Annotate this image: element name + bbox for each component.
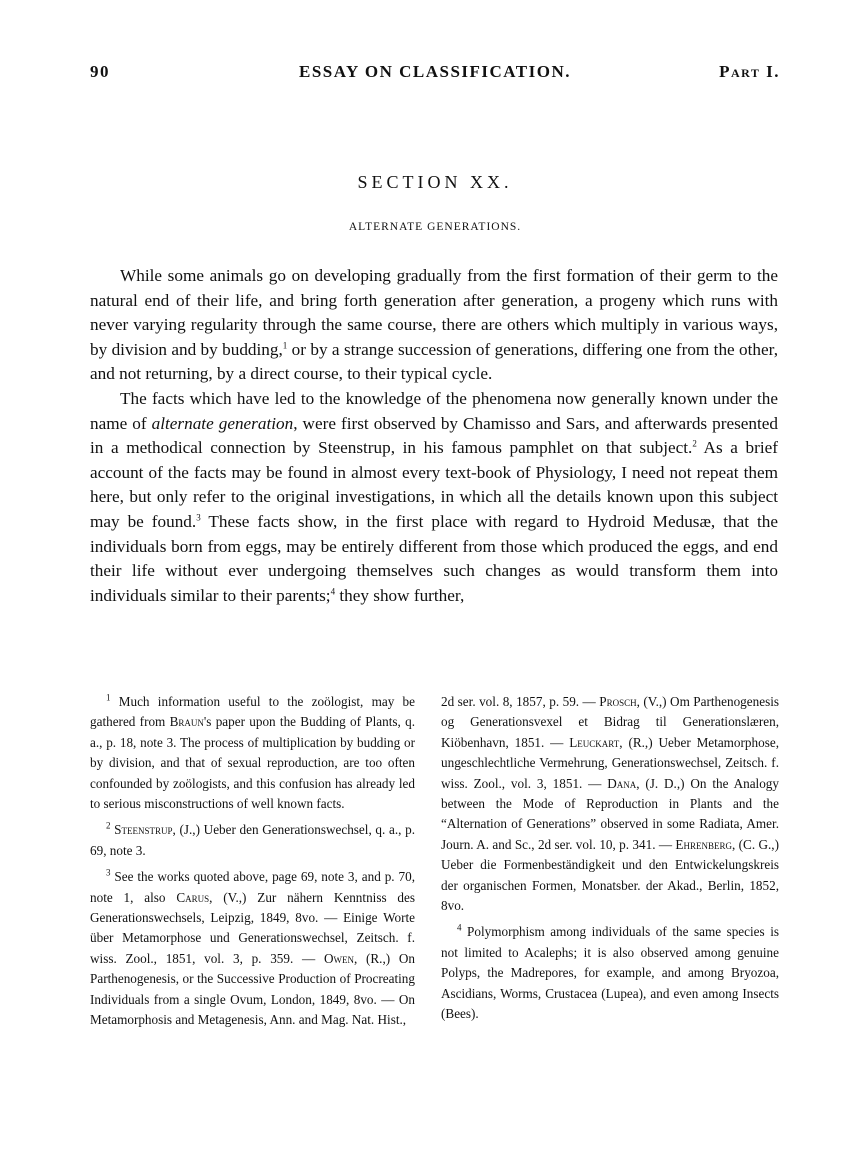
body-text: [90, 264, 778, 608]
footnote-1-mark: 1: [106, 692, 111, 703]
footnote-3-r-text-a: 2d ser. vol. 8, 1857, p. 59. —: [441, 694, 600, 709]
section-title: SECTION XX.: [357, 172, 513, 192]
footnote-3-ehrenberg: Ehrenberg: [675, 836, 732, 852]
alternate-generation-term: alternate generation: [151, 413, 294, 433]
part-label: Part I.: [719, 62, 780, 81]
footnote-3: [90, 867, 415, 1030]
section-subtitle: ALTERNATE GENERATIONS.: [348, 221, 522, 233]
footnote-3-text-b: , (V.,) Zur nähern Kenntniss des Generationswechsels, Leipzig, 1849, 8vo. — Einige Worte über Metamorphose und Generationswechsel, Zeitsch. f. wiss. Zool., 1851, vol. 3, p. 359. —: [90, 889, 415, 966]
footnote-ref-1: 1: [282, 340, 288, 351]
p2-text-c: As a brief account of the facts may be found in almost every text-book of Physiology, I need not repeat them here, but only refer to the original investigations, in which all the details known upon this subject may be found.: [90, 438, 778, 531]
footnote-2-mark: 2: [106, 821, 111, 832]
footnote-3-carus: Carus: [176, 889, 210, 905]
footnote-3-r-text-c: , (R.,) Ueber Metamorphose, ungeschlechtliche Vermehrung, Generationswechsel, Zeitsch. f. wiss. Zool., vol. 3, 1851. —: [441, 734, 779, 791]
footnote-2: [90, 820, 415, 861]
footnote-ref-4: 4: [330, 585, 336, 596]
footnote-4-text: Polymorphism among individuals of the same species is not limited to Acalephs; it is also observed among genuine Polyps, the Madrepores, for example, and among Bryozoa, Ascidians, Worms, Crustacea (Lupea), and even among Insects (Bees).: [441, 924, 779, 1022]
footnote-3-r-text-d: , (J. D.,) On the Analogy between the Mode of Reproduction in Plants and the “Alternation of Generations” observed in some Radiata, Amer. Journ. A. and Sc., 2d ser. vol. 10, p. 341. —: [441, 775, 779, 852]
footnote-3-r-text-e: , (C. G.,) Ueber die Formenbeständigkeit und den Entwickelungskreis der organischen Formen, Monatsber. der Akad., Berlin, 1852, 8vo.: [441, 836, 779, 914]
footnote-3-r-text-b: , (V.,) Om Parthenogenesis og Generationsvexel et Bidrag til Generationslæren, Kiöbenhavn, 1851. —: [441, 694, 780, 750]
footnote-3-text-a: See the works quoted above, page 69, note 3, and p. 70, note 1, also: [90, 869, 415, 905]
footnote-ref-2: 2: [692, 438, 697, 449]
footnote-3-mark: 3: [106, 867, 111, 878]
footnote-3-text-c: , (R.,) On Parthenogenesis, or the Successive Production of Procreating Individuals from a single Ovum, London, 1849, 8vo. — On Metamorphosis and Metagenesis, Ann. and Mag. Nat. Hist.,: [90, 950, 415, 1028]
footnotes-right-column: [441, 692, 779, 1031]
p2-text-e: they show further,: [335, 585, 465, 605]
p1-text: While some animals go on developing gradually from the first formation of their germ to the natural end of their life, and bring forth generation after generation, a progeny which runs with never varying regularity through the same course, there are others which multiply in various ways, by division and by budding,: [90, 266, 778, 359]
footnote-4: [441, 922, 779, 1024]
footnote-2-author: Steenstrup: [114, 822, 173, 838]
p2-text-a: The facts which have led to the knowledge of the phenomena now generally known under the name of: [90, 388, 778, 433]
footnote-3-owen: Owen: [323, 950, 354, 966]
running-title: ESSAY ON CLASSIFICATION.: [298, 62, 572, 81]
footnotes-left-column: [90, 692, 415, 1037]
footnote-1-author: Braun: [169, 714, 204, 730]
footnote-1: [90, 692, 415, 814]
footnote-2-text: , (J.,) Ueber den Generationswechsel, q. a., p. 69, note 3.: [90, 822, 415, 858]
p2-text-d: These facts show, in the first place with regard to Hydroid Medusæ, that the individuals born from eggs, may be entirely different from those which produced the eggs, and end their life without ever undergoing themselves such changes as would transform them into individuals similar to their parents;: [90, 511, 778, 605]
paragraph-2: [90, 387, 778, 608]
footnote-1-text-b: 's paper upon the Budding of Plants, q. a., p. 18, note 3. The process of multiplication by budding or by division, and that of sexual reproduction, are too often confounded by zoölogists, and this confusion has already led to serious misconstructions of well known facts.: [90, 714, 415, 812]
running-head: [90, 62, 780, 86]
footnote-1-text-a: Much information useful to the zoölogist, may be gathered from: [90, 694, 415, 730]
footnote-4-mark: 4: [457, 923, 462, 934]
page-number: 90: [90, 62, 110, 81]
footnote-3-dana: Dana: [607, 775, 637, 791]
footnote-3-prosch: Prosch: [599, 694, 637, 709]
p1-end: or by a strange succession of generations, differing one from the other, and not returning, by a direct course, to their typical cycle.: [90, 339, 778, 384]
paragraph-1: [90, 264, 778, 387]
p2-text-b: , were first observed by Chamisso and Sars, and afterwards presented in a methodical connection by Steenstrup, in his famous pamphlet on that subject.: [90, 413, 778, 458]
footnote-ref-3: 3: [196, 512, 201, 523]
footnote-3-leuckart: Leuckart: [569, 734, 620, 750]
footnote-3-continued: [441, 692, 779, 916]
